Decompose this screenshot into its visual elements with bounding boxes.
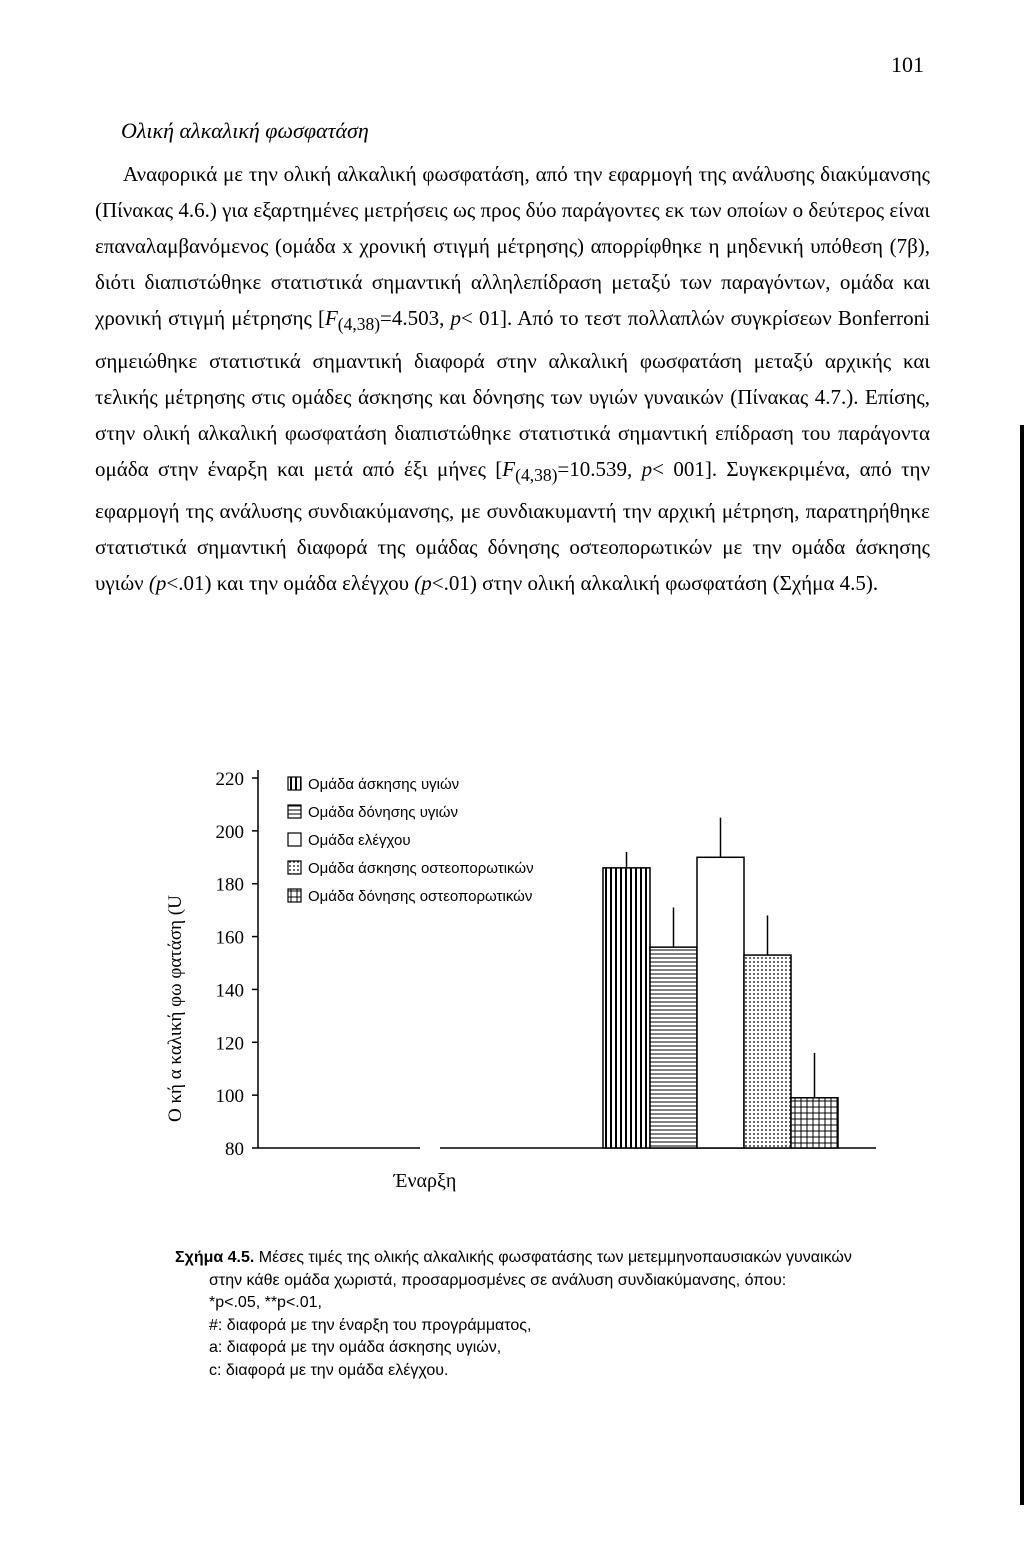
- legend-label: Ομάδα άσκησης οστεοπορωτικών: [308, 860, 534, 877]
- bar: [697, 857, 744, 1148]
- caption-line: c: διαφορά με την ομάδα ελέγχου.: [209, 1361, 449, 1379]
- p-symbol: p: [641, 456, 653, 481]
- f-symbol: F: [502, 456, 516, 481]
- y-tick-label: 160: [215, 927, 244, 949]
- text-part-2: =4.503,: [380, 306, 451, 331]
- y-tick-label: 140: [215, 980, 244, 1002]
- section-title: Ολική αλκαλική φωσφατάση: [121, 118, 369, 143]
- legend-swatch: [288, 889, 301, 902]
- caption-line: [175, 1247, 965, 1270]
- y-tick-label: 200: [215, 821, 244, 843]
- text-part-1: Αναφορικά με την ολική αλκαλική φωσφατάση, από την εφαρμογή της ανάλυσης διακύμανσης (Πίνακας 4.6.) για εξαρτημένες μετρήσεις ως προς δύο παράγοντες εκ των οποίων ο δεύτερος είναι επαναλαμβανόμενος (ομάδα x χρονική στιγμή μέτρησης) απορρίφθηκε η μηδενική υπόθεση (7β), διότι διαπιστώθηκε στατιστικά σημαντική αλληλεπίδραση μεταξύ των παραγόντων, ομάδα και χρονική στιγμή μέτρησης [: [95, 162, 930, 331]
- bar: [791, 1098, 838, 1148]
- text-part-7: <.01) στην ολική αλκαλική φωσφατάση (Σχήμα 4.5).: [431, 571, 879, 596]
- y-tick-label: 80: [225, 1139, 244, 1160]
- caption-line: a: διαφορά με την ομάδα άσκησης υγιών,: [209, 1339, 502, 1356]
- bar: [603, 868, 650, 1148]
- p-symbol: (p: [414, 571, 432, 596]
- f-symbol: F: [324, 306, 338, 331]
- caption-text: Μέσες τιμές της ολικής αλκαλικής φωσφατάσης των μετεμμηνοπαυσιακών γυναικών: [254, 1249, 852, 1266]
- y-tick-label: 180: [215, 874, 244, 896]
- y-axis-label: Ο κή α καλική φω φατάση (U: [165, 895, 186, 1122]
- text-part-4: =10.539,: [557, 456, 642, 481]
- caption-label: Σχήμα 4.5.: [175, 1249, 255, 1266]
- bar: [744, 955, 791, 1148]
- p-symbol: (p: [148, 571, 167, 596]
- caption-line: #: διαφορά με την έναρξη του προγράμματος,: [209, 1316, 532, 1334]
- x-category-label: Έναρξη: [393, 1170, 457, 1192]
- bar: [650, 947, 697, 1148]
- y-tick-label: 100: [215, 1086, 244, 1108]
- caption-line: *p<.05, **p<.01,: [209, 1294, 322, 1311]
- legend-label: Ομάδα ελέγχου: [308, 832, 411, 849]
- page-number: 101: [891, 52, 924, 77]
- legend-label: Ομάδα δόνησης υγιών: [308, 804, 458, 821]
- legend-swatch: [288, 777, 301, 790]
- y-tick-label: 220: [215, 769, 244, 790]
- legend-swatch: [288, 805, 301, 818]
- legend-swatch: [288, 861, 301, 874]
- p-symbol: p: [450, 306, 462, 331]
- text-part-5: < 001]. Συγκεκριμένα, από την εφαρμογή της ανάλυσης συνδιακύμανσης, με συνδιακυμαντή την αρχική μέτρηση, παρατηρήθηκε στατιστικά σημαντική διαφορά της ομάδας δόνησης οστεοπορωτικών με την ομάδα άσκησης υγιών: [95, 456, 931, 596]
- text-part-6: <.01) και την ομάδα ελέγχου: [166, 571, 415, 596]
- f-subscript: (4,38): [337, 314, 381, 335]
- legend-label: Ομάδα δόνησης οστεοπορωτικών: [308, 888, 533, 905]
- text-part-3: < 01]. Από το τεστ πολλαπλών συγκρίσεων Bonferroni σημειώθηκε στατιστικά σημαντική διαφορά στην αλκαλική φωσφατάση μεταξύ αρχικής και τελικής μέτρησης στις ομάδες άσκησης και δόνησης των υγιών γυναικών (Πίνακας 4.7.). Επίσης, στην ολική αλκαλική φωσφατάση διαπιστώθηκε στατιστικά σημαντική επίδραση του παράγοντα ομάδα στην έναρξη και μετά από έξι μήνες [: [95, 306, 931, 481]
- figure-caption: [175, 1247, 965, 1382]
- scan-edge-line: [1020, 425, 1024, 1505]
- y-tick-label: 120: [215, 1033, 244, 1055]
- caption-line: στην κάθε ομάδα χωριστά, προσαρμοσμένες σε ανάλυση συνδιακύμανσης, όπου:: [209, 1271, 787, 1289]
- f-subscript: (4,38): [515, 465, 558, 486]
- legend-label: Ομάδα άσκησης υγιών: [308, 776, 460, 793]
- legend-swatch: [288, 833, 301, 846]
